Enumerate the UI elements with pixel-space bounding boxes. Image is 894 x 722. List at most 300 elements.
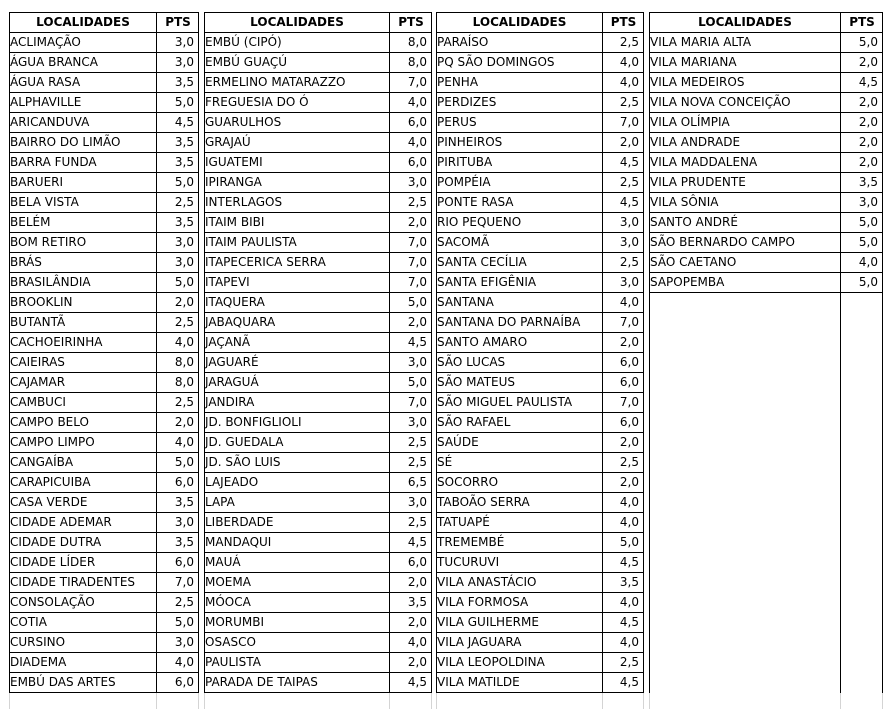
empty-cell[interactable] (649, 573, 841, 593)
locality-pts[interactable]: 8,0 (390, 33, 432, 53)
table-group-2 (204, 13, 432, 709)
locality-name[interactable]: ITAIM PAULISTA (204, 233, 390, 253)
locality-name[interactable]: SÃO RAFAEL (436, 413, 603, 433)
locality-name[interactable]: JD. GUEDALA (204, 433, 390, 453)
locality-pts[interactable]: 2,0 (603, 473, 644, 493)
header-pts: PTS (841, 13, 883, 33)
locality-name[interactable]: VILA ANASTÁCIO (436, 573, 603, 593)
locality-name[interactable]: CAMPO LIMPO (9, 433, 157, 453)
locality-name[interactable]: VILA PRUDENTE (649, 173, 841, 193)
locality-pts[interactable]: 8,0 (390, 53, 432, 73)
locality-pts[interactable]: 6,5 (390, 473, 432, 493)
locality-pts[interactable]: 2,0 (841, 93, 883, 113)
header-pts: PTS (157, 13, 199, 33)
locality-name[interactable]: VILA LEOPOLDINA (436, 653, 603, 673)
locality-name[interactable]: CASA VERDE (9, 493, 157, 513)
column-border (840, 12, 841, 693)
locality-name[interactable]: CIDADE TIRADENTES (9, 573, 157, 593)
empty-cell[interactable] (841, 373, 883, 393)
locality-name[interactable]: MÓOCA (204, 593, 390, 613)
empty-cell[interactable] (649, 313, 841, 333)
locality-name[interactable]: MAUÁ (204, 553, 390, 573)
locality-name[interactable]: VILA MARIA ALTA (649, 33, 841, 53)
locality-pts[interactable]: 2,5 (603, 173, 644, 193)
locality-name[interactable]: ÁGUA BRANCA (9, 53, 157, 73)
locality-name[interactable]: ERMELINO MATARAZZO (204, 73, 390, 93)
locality-pts[interactable]: 4,5 (841, 73, 883, 93)
empty-cell[interactable] (841, 393, 883, 413)
locality-name[interactable]: SÃO LUCAS (436, 353, 603, 373)
locality-pts[interactable]: 2,5 (157, 393, 199, 413)
locality-pts[interactable]: 2,5 (157, 593, 199, 613)
locality-pts[interactable]: 5,0 (157, 273, 199, 293)
empty-cell[interactable] (649, 393, 841, 413)
locality-name[interactable]: GUARULHOS (204, 113, 390, 133)
empty-cell[interactable] (841, 633, 883, 653)
column-border (643, 12, 644, 693)
locality-pts[interactable]: 6,0 (603, 413, 644, 433)
locality-pts[interactable]: 4,5 (603, 153, 644, 173)
empty-cell[interactable] (841, 553, 883, 573)
grid-line (840, 693, 841, 709)
locality-pts[interactable]: 2,0 (841, 113, 883, 133)
empty-cell[interactable] (649, 653, 841, 673)
grid-line (431, 693, 432, 709)
locality-name[interactable]: JAÇANÃ (204, 333, 390, 353)
empty-cell[interactable] (649, 493, 841, 513)
locality-name[interactable]: EMBÚ DAS ARTES (9, 673, 157, 693)
locality-pts[interactable]: 7,0 (390, 253, 432, 273)
locality-pts[interactable]: 4,0 (157, 433, 199, 453)
column-border (204, 12, 205, 693)
empty-cell[interactable] (649, 593, 841, 613)
grid-line (882, 693, 883, 709)
locality-name[interactable]: RIO PEQUENO (436, 213, 603, 233)
empty-cell[interactable] (841, 313, 883, 333)
locality-pts[interactable]: 3,5 (157, 73, 199, 93)
locality-pts[interactable]: 4,0 (390, 93, 432, 113)
locality-pts[interactable]: 7,0 (603, 113, 644, 133)
empty-cell[interactable] (649, 473, 841, 493)
locality-pts[interactable]: 4,5 (603, 673, 644, 693)
locality-name[interactable]: LAJEADO (204, 473, 390, 493)
locality-pts[interactable]: 3,5 (157, 133, 199, 153)
locality-name[interactable]: LAPA (204, 493, 390, 513)
locality-name[interactable]: SÃO MATEUS (436, 373, 603, 393)
locality-pts[interactable]: 4,5 (603, 193, 644, 213)
locality-name[interactable]: LIBERDADE (204, 513, 390, 533)
locality-name[interactable]: SANTANA (436, 293, 603, 313)
locality-name[interactable]: JARAGUÁ (204, 373, 390, 393)
column-border (602, 12, 603, 693)
locality-pts[interactable]: 4,0 (157, 333, 199, 353)
table-group-1 (9, 13, 199, 709)
column-border (882, 12, 883, 693)
locality-pts[interactable]: 2,5 (603, 653, 644, 673)
grid-line (198, 693, 199, 709)
locality-name[interactable]: SACOMÃ (436, 233, 603, 253)
locality-name[interactable]: TATUAPÉ (436, 513, 603, 533)
locality-name[interactable]: SANTO ANDRÉ (649, 213, 841, 233)
table-border (649, 12, 883, 13)
locality-name[interactable]: SAÚDE (436, 433, 603, 453)
locality-pts[interactable]: 3,0 (390, 173, 432, 193)
locality-pts[interactable]: 3,5 (603, 573, 644, 593)
header-localidades: LOCALIDADES (649, 13, 841, 33)
locality-pts[interactable]: 2,5 (603, 453, 644, 473)
locality-name[interactable]: SOCORRO (436, 473, 603, 493)
locality-name[interactable]: JABAQUARA (204, 313, 390, 333)
locality-pts[interactable]: 6,0 (157, 673, 199, 693)
empty-cell[interactable] (841, 593, 883, 613)
locality-pts[interactable]: 2,5 (603, 33, 644, 53)
locality-name[interactable]: MORUMBI (204, 613, 390, 633)
locality-name[interactable]: ÁGUA RASA (9, 73, 157, 93)
empty-cell[interactable] (649, 373, 841, 393)
locality-name[interactable]: ACLIMAÇÃO (9, 33, 157, 53)
locality-name[interactable]: JD. SÃO LUIS (204, 453, 390, 473)
locality-pts[interactable]: 5,0 (157, 613, 199, 633)
locality-name[interactable]: SÃO BERNARDO CAMPO (649, 233, 841, 253)
locality-name[interactable]: CAMBUCI (9, 393, 157, 413)
locality-name[interactable]: SANTANA DO PARNAÍBA (436, 313, 603, 333)
table-group-3 (436, 13, 644, 709)
locality-name[interactable]: EMBÚ GUAÇÚ (204, 53, 390, 73)
locality-pts[interactable]: 4,0 (603, 73, 644, 93)
locality-name[interactable]: ITAQUERA (204, 293, 390, 313)
locality-pts[interactable]: 7,0 (603, 313, 644, 333)
locality-pts[interactable]: 5,0 (157, 173, 199, 193)
empty-cell[interactable] (841, 653, 883, 673)
locality-name[interactable]: CANGAÍBA (9, 453, 157, 473)
locality-name[interactable]: TREMEMBÉ (436, 533, 603, 553)
locality-name[interactable]: BOM RETIRO (9, 233, 157, 253)
locality-name[interactable]: SÃO CAETANO (649, 253, 841, 273)
locality-pts[interactable]: 4,5 (390, 533, 432, 553)
locality-name[interactable]: SANTO AMARO (436, 333, 603, 353)
locality-pts[interactable]: 4,5 (603, 613, 644, 633)
locality-name[interactable]: ITAPECERICA SERRA (204, 253, 390, 273)
locality-pts[interactable]: 2,0 (390, 613, 432, 633)
locality-pts[interactable]: 4,5 (603, 553, 644, 573)
empty-cell[interactable] (841, 493, 883, 513)
locality-pts[interactable]: 7,0 (390, 73, 432, 93)
locality-pts[interactable]: 2,0 (157, 413, 199, 433)
locality-pts[interactable]: 4,5 (157, 113, 199, 133)
locality-pts[interactable]: 4,0 (157, 653, 199, 673)
locality-name[interactable]: BELÉM (9, 213, 157, 233)
locality-pts[interactable]: 2,0 (841, 133, 883, 153)
locality-name[interactable]: GRAJAÚ (204, 133, 390, 153)
column-border (436, 12, 437, 693)
empty-cell[interactable] (841, 293, 883, 313)
locality-name[interactable]: BELA VISTA (9, 193, 157, 213)
locality-name[interactable]: VILA OLÍMPIA (649, 113, 841, 133)
locality-pts[interactable]: 2,5 (390, 453, 432, 473)
locality-pts[interactable]: 4,5 (390, 333, 432, 353)
locality-pts[interactable]: 4,0 (390, 633, 432, 653)
locality-pts[interactable]: 3,0 (603, 233, 644, 253)
locality-name[interactable]: PENHA (436, 73, 603, 93)
empty-cell[interactable] (649, 553, 841, 573)
locality-pts[interactable]: 5,0 (841, 33, 883, 53)
empty-cell[interactable] (841, 533, 883, 553)
empty-cell[interactable] (649, 613, 841, 633)
locality-pts[interactable]: 3,0 (390, 353, 432, 373)
locality-pts[interactable]: 3,0 (157, 633, 199, 653)
locality-pts[interactable]: 8,0 (157, 353, 199, 373)
locality-name[interactable]: CIDADE DUTRA (9, 533, 157, 553)
locality-pts[interactable]: 6,0 (603, 373, 644, 393)
grid-line (389, 693, 390, 709)
locality-name[interactable]: JANDIRA (204, 393, 390, 413)
locality-pts[interactable]: 5,0 (390, 293, 432, 313)
locality-name[interactable]: CONSOLAÇÃO (9, 593, 157, 613)
locality-name[interactable]: CARAPICUIBA (9, 473, 157, 493)
locality-pts[interactable]: 3,0 (157, 513, 199, 533)
locality-pts[interactable]: 3,5 (157, 153, 199, 173)
locality-pts[interactable]: 3,5 (157, 493, 199, 513)
locality-pts[interactable]: 2,0 (390, 653, 432, 673)
locality-name[interactable]: POMPÉIA (436, 173, 603, 193)
locality-name[interactable]: VILA GUILHERME (436, 613, 603, 633)
locality-name[interactable]: PARAÍSO (436, 33, 603, 53)
locality-pts[interactable]: 7,0 (603, 393, 644, 413)
empty-cell[interactable] (649, 353, 841, 373)
locality-pts[interactable]: 4,0 (603, 633, 644, 653)
locality-name[interactable]: MANDAQUI (204, 533, 390, 553)
locality-name[interactable]: TUCURUVI (436, 553, 603, 573)
locality-name[interactable]: ALPHAVILLE (9, 93, 157, 113)
locality-name[interactable]: BARUERI (9, 173, 157, 193)
locality-pts[interactable]: 6,0 (603, 353, 644, 373)
locality-name[interactable]: ARICANDUVA (9, 113, 157, 133)
locality-name[interactable]: BUTANTÃ (9, 313, 157, 333)
locality-pts[interactable]: 2,5 (390, 513, 432, 533)
locality-name[interactable]: COTIA (9, 613, 157, 633)
locality-name[interactable]: SÃO MIGUEL PAULISTA (436, 393, 603, 413)
locality-pts[interactable]: 2,5 (157, 193, 199, 213)
grid-line (602, 693, 603, 709)
locality-pts[interactable]: 6,0 (157, 553, 199, 573)
locality-pts[interactable]: 5,0 (390, 373, 432, 393)
table-border (9, 12, 199, 13)
empty-cell[interactable] (649, 533, 841, 553)
column-border (9, 12, 10, 693)
locality-pts[interactable]: 4,0 (603, 293, 644, 313)
empty-cell[interactable] (649, 513, 841, 533)
locality-name[interactable]: DIADEMA (9, 653, 157, 673)
locality-pts[interactable]: 5,0 (841, 273, 883, 293)
grid-line (9, 693, 10, 709)
locality-name[interactable]: MOEMA (204, 573, 390, 593)
locality-pts[interactable]: 3,5 (390, 593, 432, 613)
locality-name[interactable]: IGUATEMI (204, 153, 390, 173)
locality-pts[interactable]: 7,0 (390, 233, 432, 253)
locality-pts[interactable]: 2,0 (157, 293, 199, 313)
locality-name[interactable]: PERUS (436, 113, 603, 133)
locality-name[interactable]: CAIEIRAS (9, 353, 157, 373)
table-border (204, 12, 432, 13)
table-border (436, 12, 644, 13)
locality-pts[interactable]: 2,5 (390, 433, 432, 453)
locality-name[interactable]: PONTE RASA (436, 193, 603, 213)
grid-line (649, 693, 650, 709)
locality-name[interactable]: PAULISTA (204, 653, 390, 673)
locality-pts[interactable]: 4,0 (603, 53, 644, 73)
locality-pts[interactable]: 2,5 (390, 193, 432, 213)
locality-name[interactable]: INTERLAGOS (204, 193, 390, 213)
locality-name[interactable]: PARADA DE TAIPAS (204, 673, 390, 693)
locality-pts[interactable]: 7,0 (157, 573, 199, 593)
locality-pts[interactable]: 2,0 (603, 433, 644, 453)
locality-name[interactable]: BROOKLIN (9, 293, 157, 313)
locality-name[interactable]: PQ SÃO DOMINGOS (436, 53, 603, 73)
locality-name[interactable]: SANTA CECÍLIA (436, 253, 603, 273)
locality-name[interactable]: PERDIZES (436, 93, 603, 113)
locality-pts[interactable]: 3,0 (603, 213, 644, 233)
locality-pts[interactable]: 5,0 (841, 233, 883, 253)
locality-pts[interactable]: 4,0 (390, 133, 432, 153)
locality-pts[interactable]: 2,5 (603, 253, 644, 273)
locality-name[interactable]: VILA MARIANA (649, 53, 841, 73)
empty-cell[interactable] (841, 513, 883, 533)
locality-pts[interactable]: 3,0 (841, 193, 883, 213)
empty-cell[interactable] (649, 433, 841, 453)
locality-pts[interactable]: 5,0 (157, 453, 199, 473)
grid-line (156, 693, 157, 709)
locality-pts[interactable]: 4,0 (841, 253, 883, 273)
header-localidades: LOCALIDADES (9, 13, 157, 33)
locality-name[interactable]: VILA JAGUARA (436, 633, 603, 653)
column-border (431, 12, 432, 693)
locality-pts[interactable]: 6,0 (157, 473, 199, 493)
locality-name[interactable]: OSASCO (204, 633, 390, 653)
locality-name[interactable]: CIDADE LÍDER (9, 553, 157, 573)
locality-name[interactable]: TABOÃO SERRA (436, 493, 603, 513)
locality-name[interactable]: CURSINO (9, 633, 157, 653)
locality-pts[interactable]: 4,0 (603, 513, 644, 533)
header-localidades: LOCALIDADES (436, 13, 603, 33)
locality-pts[interactable]: 3,5 (157, 533, 199, 553)
locality-pts[interactable]: 6,0 (390, 553, 432, 573)
empty-cell[interactable] (841, 433, 883, 453)
empty-cell[interactable] (841, 353, 883, 373)
locality-pts[interactable]: 2,0 (841, 53, 883, 73)
empty-cell[interactable] (841, 573, 883, 593)
empty-cell[interactable] (649, 673, 841, 693)
locality-name[interactable]: IPIRANGA (204, 173, 390, 193)
locality-name[interactable]: VILA MATILDE (436, 673, 603, 693)
locality-name[interactable]: CIDADE ADEMAR (9, 513, 157, 533)
locality-name[interactable]: VILA SÔNIA (649, 193, 841, 213)
locality-name[interactable]: SANTA EFIGÊNIA (436, 273, 603, 293)
empty-cell[interactable] (841, 413, 883, 433)
locality-name[interactable]: BRASILÂNDIA (9, 273, 157, 293)
locality-name[interactable]: CAMPO BELO (9, 413, 157, 433)
grid-line (643, 693, 644, 709)
locality-pts[interactable]: 3,0 (157, 233, 199, 253)
locality-pts[interactable]: 2,5 (603, 93, 644, 113)
locality-pts[interactable]: 2,0 (390, 313, 432, 333)
locality-name[interactable]: EMBÚ (CIPÓ) (204, 33, 390, 53)
empty-cell[interactable] (649, 333, 841, 353)
locality-name[interactable]: CAJAMAR (9, 373, 157, 393)
locality-pts[interactable]: 4,0 (603, 593, 644, 613)
locality-pts[interactable]: 6,0 (390, 153, 432, 173)
locality-name[interactable]: SÉ (436, 453, 603, 473)
locality-pts[interactable]: 2,0 (390, 213, 432, 233)
locality-name[interactable]: PINHEIROS (436, 133, 603, 153)
locality-name[interactable]: ITAPEVI (204, 273, 390, 293)
locality-name[interactable]: VILA ANDRADE (649, 133, 841, 153)
locality-pts[interactable]: 3,5 (841, 173, 883, 193)
locality-pts[interactable]: 3,0 (603, 273, 644, 293)
locality-pts[interactable]: 2,5 (157, 313, 199, 333)
locality-name[interactable]: BAIRRO DO LIMÃO (9, 133, 157, 153)
locality-name[interactable]: VILA MEDEIROS (649, 73, 841, 93)
locality-pts[interactable]: 7,0 (390, 393, 432, 413)
locality-name[interactable]: BARRA FUNDA (9, 153, 157, 173)
empty-cell[interactable] (649, 293, 841, 313)
empty-cell[interactable] (841, 333, 883, 353)
locality-pts[interactable]: 5,0 (841, 213, 883, 233)
locality-name[interactable]: BRÁS (9, 253, 157, 273)
locality-pts[interactable]: 2,0 (841, 153, 883, 173)
locality-name[interactable]: JAGUARÉ (204, 353, 390, 373)
locality-pts[interactable]: 3,5 (157, 213, 199, 233)
locality-pts[interactable]: 8,0 (157, 373, 199, 393)
locality-pts[interactable]: 3,0 (390, 493, 432, 513)
locality-name[interactable]: SAPOPEMBA (649, 273, 841, 293)
locality-name[interactable]: PIRITUBA (436, 153, 603, 173)
locality-pts[interactable]: 3,0 (390, 413, 432, 433)
locality-pts[interactable]: 3,0 (157, 253, 199, 273)
locality-pts[interactable]: 3,0 (157, 33, 199, 53)
empty-cell[interactable] (649, 633, 841, 653)
locality-name[interactable]: VILA MADDALENA (649, 153, 841, 173)
column-border (198, 12, 199, 693)
locality-pts[interactable]: 3,0 (157, 53, 199, 73)
locality-pts[interactable]: 5,0 (603, 533, 644, 553)
empty-cell[interactable] (841, 453, 883, 473)
grid-line (204, 693, 205, 709)
locality-pts[interactable]: 5,0 (157, 93, 199, 113)
locality-name[interactable]: ITAIM BIBI (204, 213, 390, 233)
locality-name[interactable]: CACHOEIRINHA (9, 333, 157, 353)
empty-cell[interactable] (841, 613, 883, 633)
locality-pts[interactable]: 2,0 (390, 573, 432, 593)
locality-pts[interactable]: 7,0 (390, 273, 432, 293)
grid-line (436, 693, 437, 709)
locality-pts[interactable]: 2,0 (603, 133, 644, 153)
locality-pts[interactable]: 2,0 (603, 333, 644, 353)
locality-name[interactable]: JD. BONFIGLIOLI (204, 413, 390, 433)
column-border (156, 12, 157, 693)
header-pts: PTS (603, 13, 644, 33)
empty-cell[interactable] (649, 453, 841, 473)
locality-name[interactable]: VILA FORMOSA (436, 593, 603, 613)
empty-cell[interactable] (649, 413, 841, 433)
locality-pts[interactable]: 6,0 (390, 113, 432, 133)
locality-name[interactable]: FREGUESIA DO Ó (204, 93, 390, 113)
locality-pts[interactable]: 4,5 (390, 673, 432, 693)
empty-cell[interactable] (841, 673, 883, 693)
empty-cell[interactable] (841, 473, 883, 493)
locality-pts[interactable]: 4,0 (603, 493, 644, 513)
locality-name[interactable]: VILA NOVA CONCEIÇÃO (649, 93, 841, 113)
header-pts: PTS (390, 13, 432, 33)
